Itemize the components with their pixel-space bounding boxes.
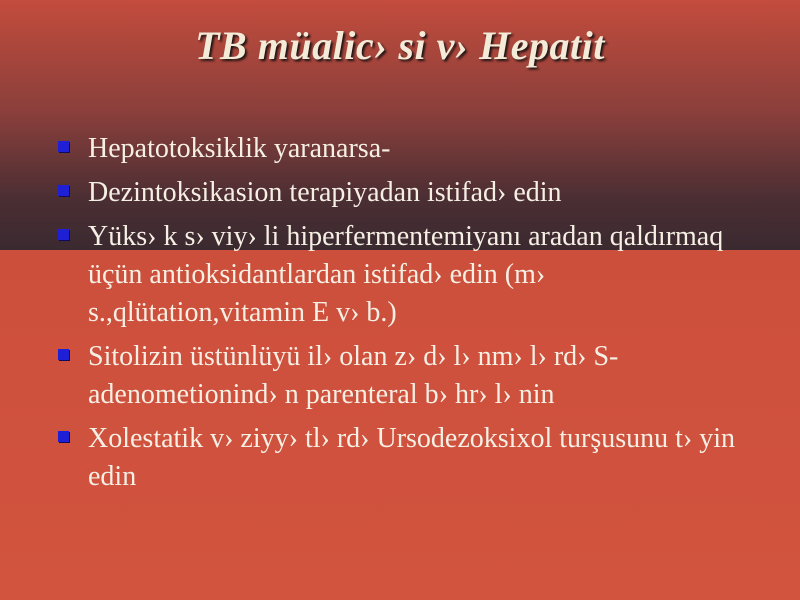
bullet-text: Sitolizin üstünlüyü il› olan z› d› l› nm› l› rd› S-adenometionind› n parenteral b› hr› l› nin xyxy=(88,341,619,410)
bullet-item-5 xyxy=(58,420,758,496)
square-bullet-icon xyxy=(58,141,69,152)
bullet-item-3 xyxy=(58,218,758,332)
bullet-text: Yüks› k s› viy› li hiperfermentemiyanı aradan qaldırmaq üçün antioksidantlardan istifad› edin (m› s.,qlütation,vitamin E v› b.) xyxy=(88,221,724,328)
bullet-item-2 xyxy=(58,174,758,212)
bullet-text: Dezintoksikasion terapiyadan istifad› edin xyxy=(88,177,562,208)
square-bullet-icon xyxy=(58,229,69,240)
bullet-list xyxy=(58,130,758,502)
slide-title: TB müalic› si v› Hepatit xyxy=(195,23,605,68)
bullet-item-4 xyxy=(58,338,758,414)
bullet-text: Hepatotoksiklik yaranarsa- xyxy=(88,133,391,164)
square-bullet-icon xyxy=(58,431,69,442)
bullet-text: Xolestatik v› ziyy› tl› rd› Ursodezoksixol turşusunu t› yin edin xyxy=(88,423,736,492)
square-bullet-icon xyxy=(58,349,69,360)
bullet-item-1 xyxy=(58,130,758,168)
square-bullet-icon xyxy=(58,185,69,196)
